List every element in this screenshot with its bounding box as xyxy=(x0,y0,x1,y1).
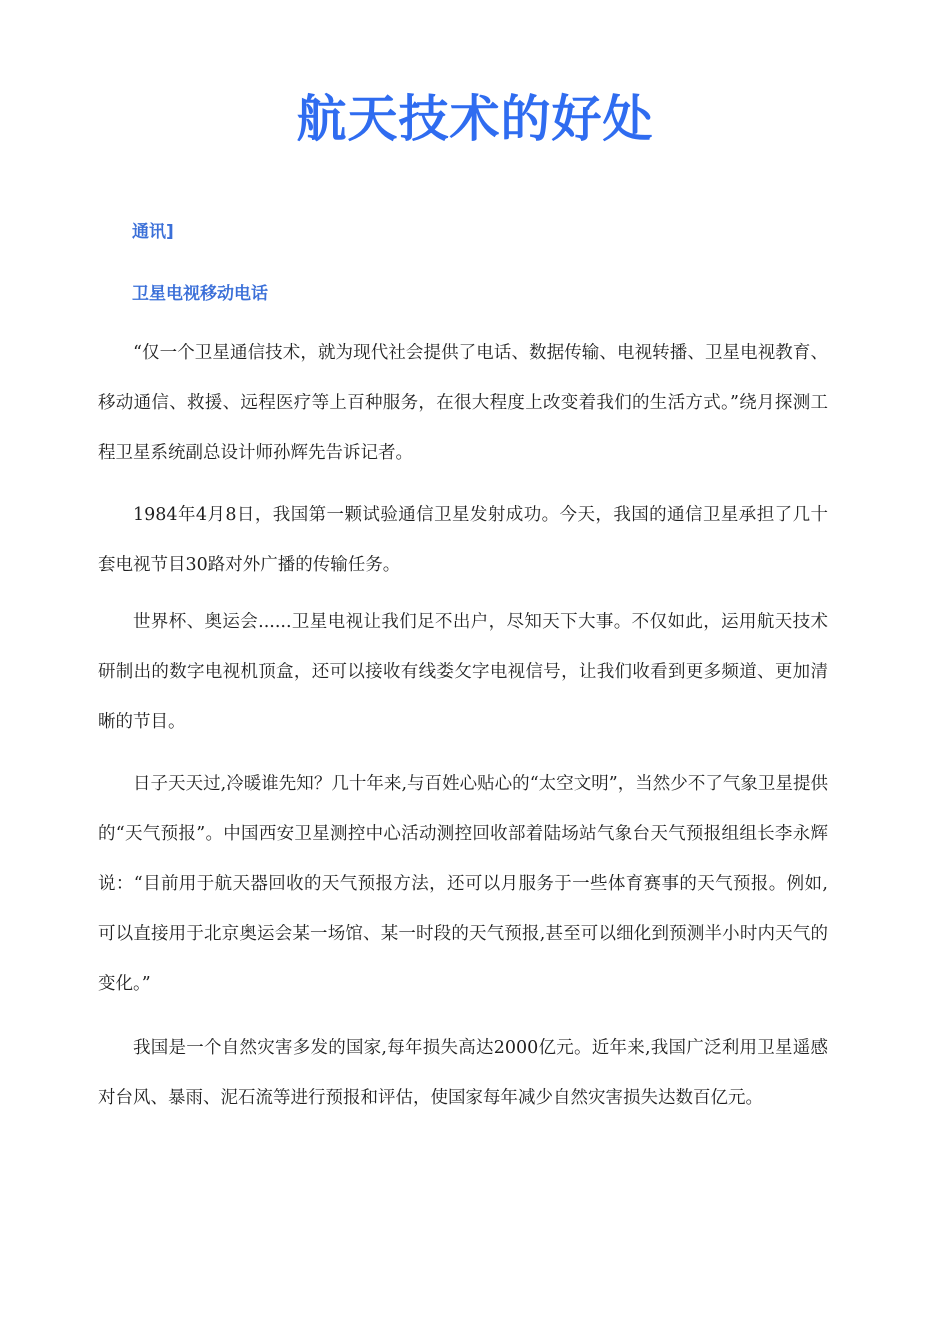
page-title: 航天技术的好处 xyxy=(296,90,654,148)
paragraph: “仅一个卫星通信技术，就为现代社会提供了电话、数据传输、电视转播、卫星电视教育、移动通信、救援、远程医疗等上百种服务，在很大程度上改变着我们的生活方式。”绕月探测工程卫星系统副总设计师孙辉先告诉记者。 xyxy=(98,343,828,463)
subheading: 卫星电视移动电话 xyxy=(132,284,268,304)
paragraph: 世界杯、奥运会......卫星电视让我们足不出户，尽知天下大事。不仅如此，运用航天技术研制出的数字电视机顶盒，还可以接收有线娄攵字电视信号，让我们收看到更多频道、更加清晰的节目。 xyxy=(98,612,828,732)
section-label: 通讯] xyxy=(132,222,174,242)
paragraph: 日子天天过,冷暖谁先知？几十年来,与百姓心贴心的“太空文明”，当然少不了气象卫星提供的“天气预报”。中国西安卫星测控中心活动测控回收部着陆场站气象台天气预报组组长李永辉说：“目前用于航天器回收的天气预报方法，还可以月服务于一些体育赛事的天气预报。例如,可以直接用于北京奥运会某一场馆、某一时段的天气预报,甚至可以细化到预测半小时内天气的变化。” xyxy=(98,774,828,994)
paragraph: 我国是一个自然灾害多发的国家,每年损失高达2000亿元。近年来,我国广泛利用卫星遥感对台风、暴雨、泥石流等进行预报和评估，使国家每年减少自然灾害损失达数百亿元。 xyxy=(98,1038,828,1108)
paragraph: 1984年4月8日，我国第一颗试验通信卫星发射成功。今天，我国的通信卫星承担了几十套电视节目30路对外广播的传输任务。 xyxy=(98,505,828,575)
